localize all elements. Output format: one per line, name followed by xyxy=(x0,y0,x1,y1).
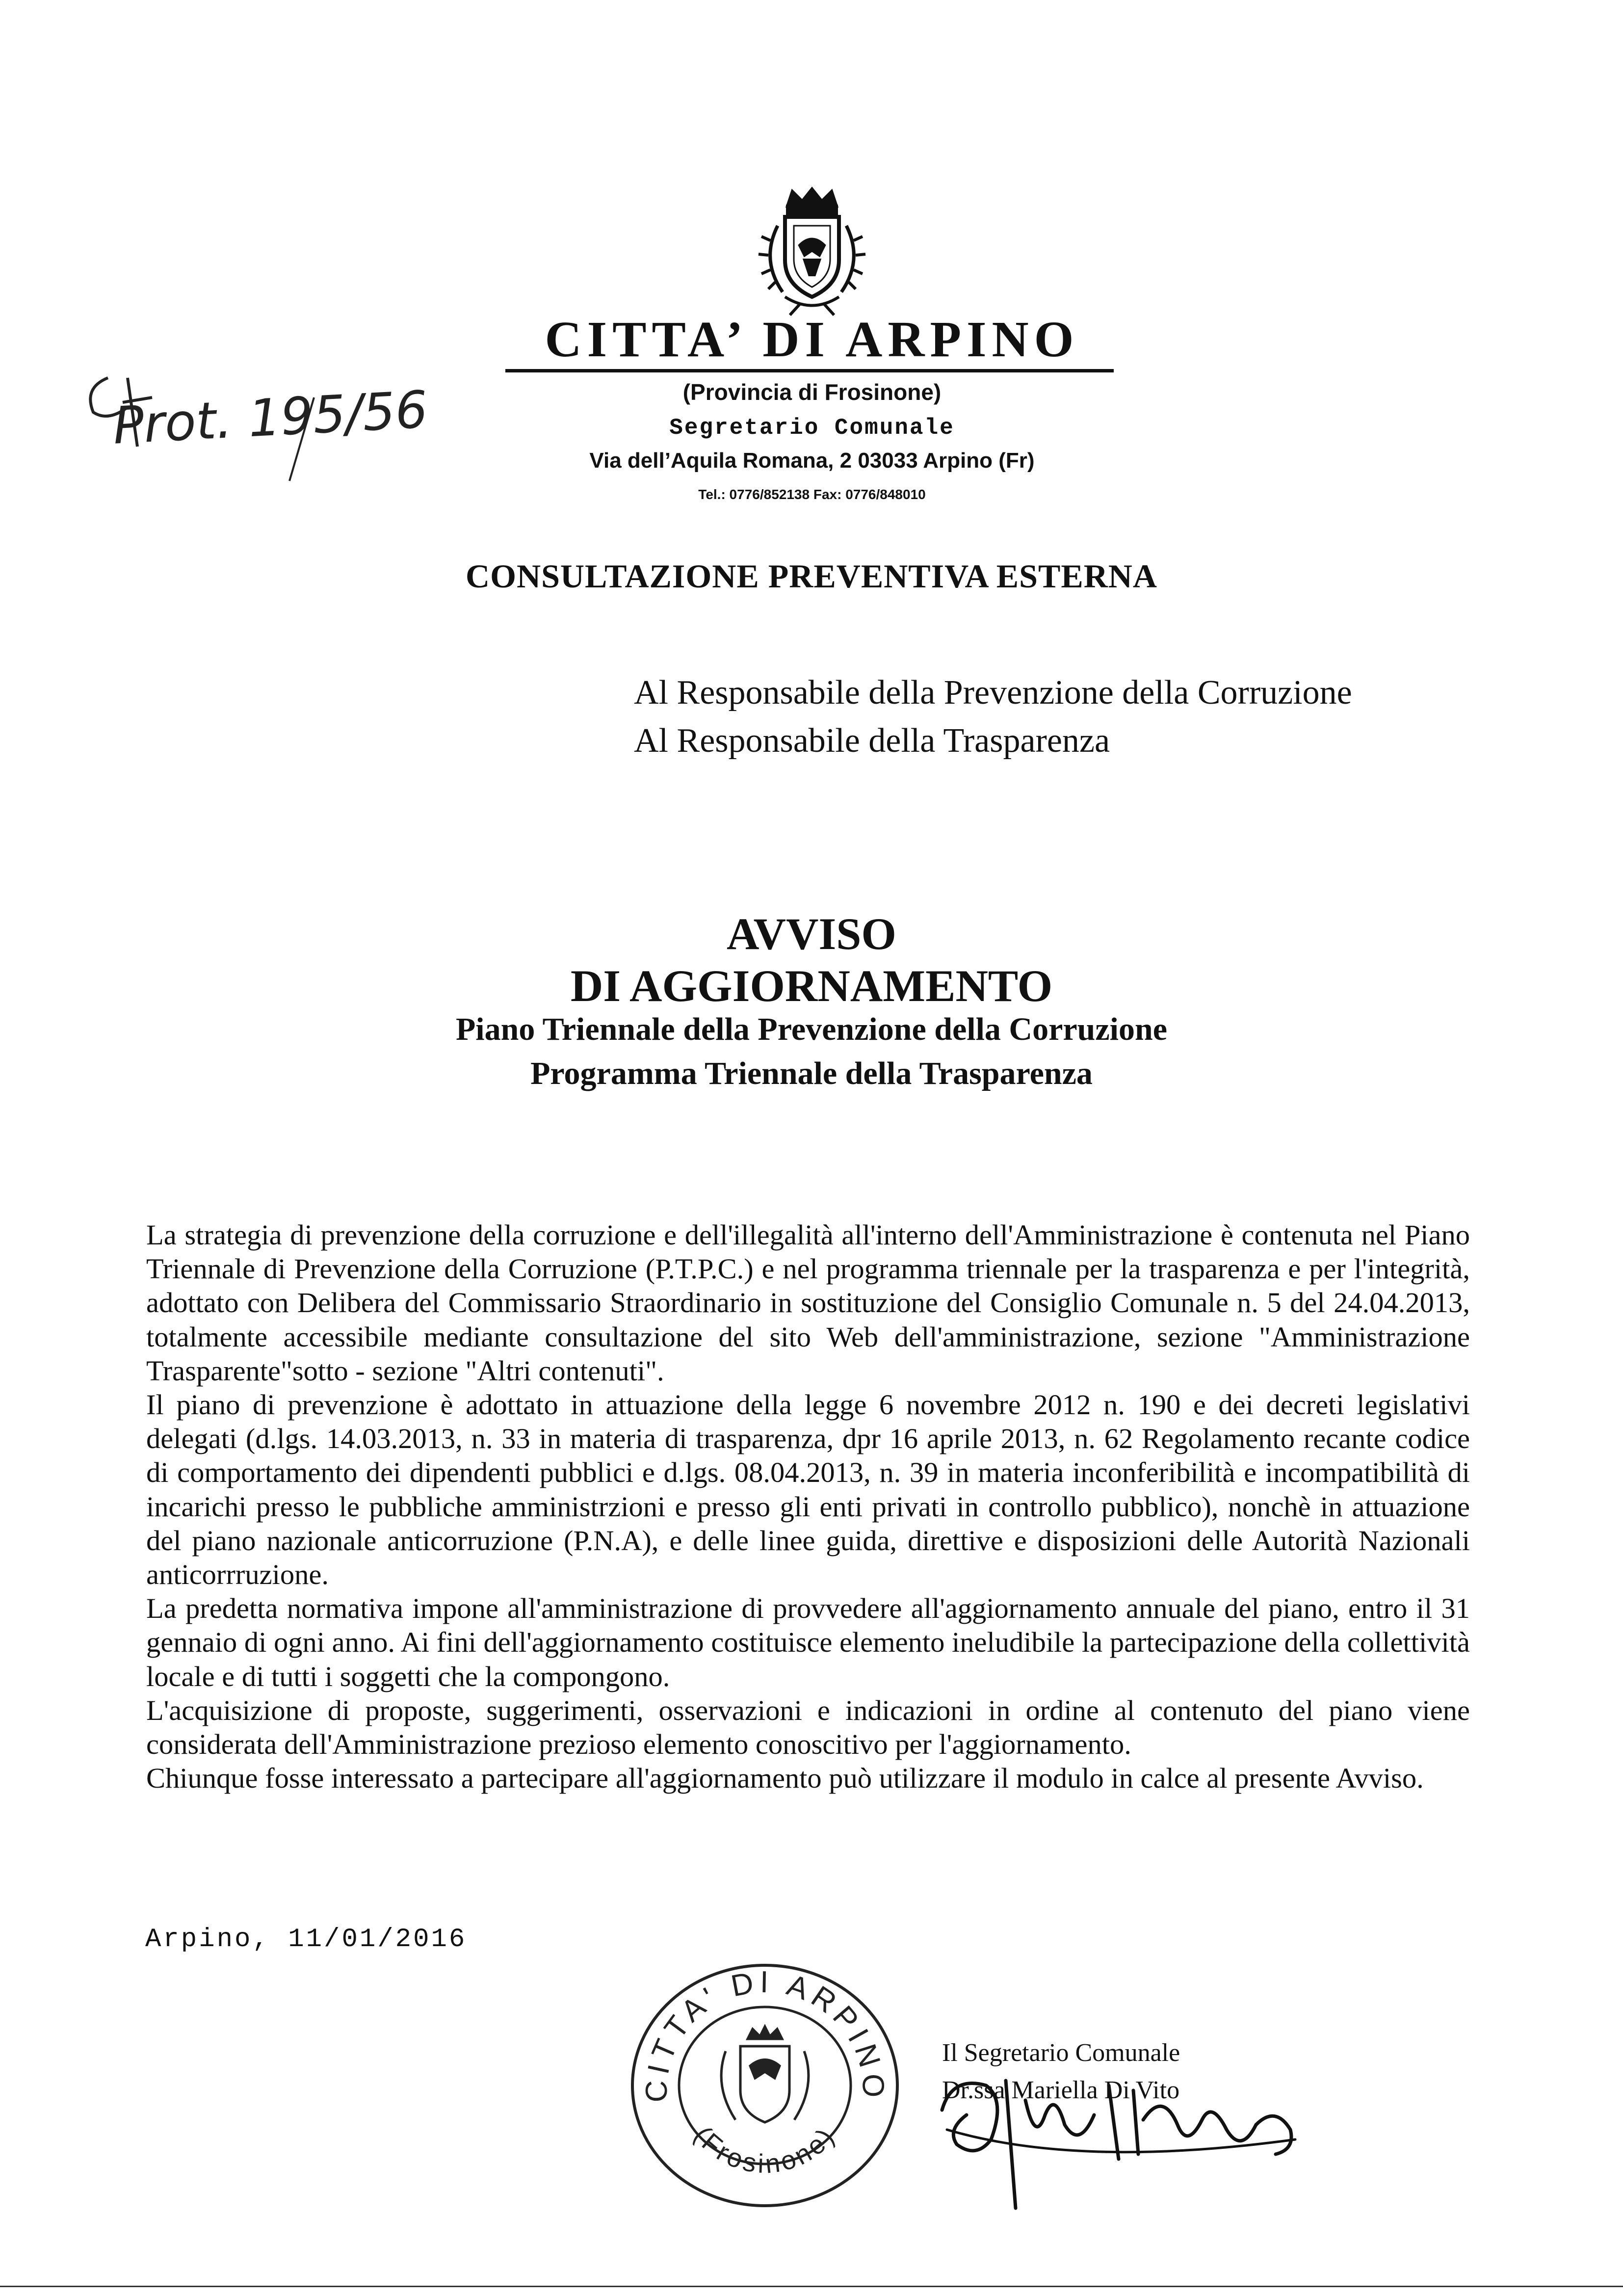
stamp-ring-bottom: (Frosinone) xyxy=(688,2121,842,2179)
notice-body xyxy=(146,1218,1470,1795)
plan-subtitle: Piano Triennale della Prevenzione della Corruzione xyxy=(455,1011,1168,1047)
city-name-underline xyxy=(505,369,1114,372)
handwritten-signature xyxy=(932,2032,1305,2218)
notice-title: AVVISO xyxy=(727,909,896,959)
signatory-name: Dr.ssa Mariella Di Vito xyxy=(942,2076,1180,2104)
page-bottom-rule xyxy=(0,2286,1623,2287)
addressee-transparency: Al Responsabile della Trasparenza xyxy=(634,722,1110,760)
province-line: (Provincia di Frosinone) xyxy=(682,379,942,405)
stamp-ring-top: CITTA' DI ARPINO xyxy=(639,1965,890,2103)
svg-text:(Frosinone) xyxy=(688,2121,841,2179)
coat-of-arms-icon xyxy=(736,186,888,319)
address-line: Via dell’Aquila Romana, 2 03033 Arpino (Fr) xyxy=(589,449,1035,473)
signatory-role: Il Segretario Comunale xyxy=(942,2039,1180,2067)
office-line: Segretario Comunale xyxy=(669,415,955,441)
handwritten-protocol-number: Prot. 195/56 xyxy=(111,379,429,456)
paragraph: La strategia di prevenzione della corruzione e dell'illegalità all'interno dell'Amministrazione è contenuta nel Piano Triennale di Prevenzione della Corruzione (P.T.P.C.) e nel programma triennale per la trasparenza e per l'integrità, adottato con Delibera del Commissario Straordinario in sostituzione del Consiglio Comunale n. 5 del 24.04.2013, totalmente accessibile mediante consultazione del sito Web dell'amministrazione, sezione "Amministrazione Trasparente"sotto - sezione "Altri contenuti". xyxy=(146,1219,1470,1387)
city-name: CITTA’ DI ARPINO xyxy=(545,311,1079,368)
official-stamp-icon xyxy=(620,1943,910,2208)
contacts-line: Tel.: 0776/852138 Fax: 0776/848010 xyxy=(698,487,926,502)
consultation-heading: CONSULTAZIONE PREVENTIVA ESTERNA xyxy=(465,557,1158,595)
notice-title-line2: DI AGGIORNAMENTO xyxy=(570,961,1053,1011)
addressee-corruption: Al Responsabile della Prevenzione della Corruzione xyxy=(634,674,1352,712)
paragraph: La predetta normativa impone all'amministrazione di provvedere all'aggiornamento annuale del piano, entro il 31 gennaio di ogni anno. Ai fini dell'aggiornamento costituisce elemento ineludibile la partecipazione della collettività locale e di tutti i soggetti che la compongono. xyxy=(146,1592,1470,1692)
paragraph: Chiunque fosse interessato a partecipare all'aggiornamento può utilizzare il modulo in calce al presente Avviso. xyxy=(146,1762,1424,1795)
paragraph: L'acquisizione di proposte, suggerimenti, osservazioni e indicazioni in ordine al contenuto del piano viene considerata dell'Amministrazione prezioso elemento conoscitivo per l'aggiornamento. xyxy=(146,1694,1470,1761)
paragraph: Il piano di prevenzione è adottato in attuazione della legge 6 novembre 2012 n. 190 e dei decreti legislativi delegati (d.lgs. 14.03.2013, n. 33 in materia di trasparenza, dpr 16 aprile 2013, n. 62 Regolamento recante codice di comportamento dei dipendenti pubblici e d.lgs. 08.04.2013, n. 39 in materia inconferibilità e incompatibilità di incarichi presso le pubbliche amministrzioni e presso gli enti privati in controllo pubblico), nonchè in attuazione del piano nazionale anticorruzione (P.N.A), e delle linee guida, direttive e disposizioni delle Autorità Nazionali anticorrruzione. xyxy=(146,1389,1470,1591)
program-subtitle: Programma Triennale della Trasparenza xyxy=(530,1056,1093,1091)
place-date: Arpino, 11/01/2016 xyxy=(145,1925,467,1954)
